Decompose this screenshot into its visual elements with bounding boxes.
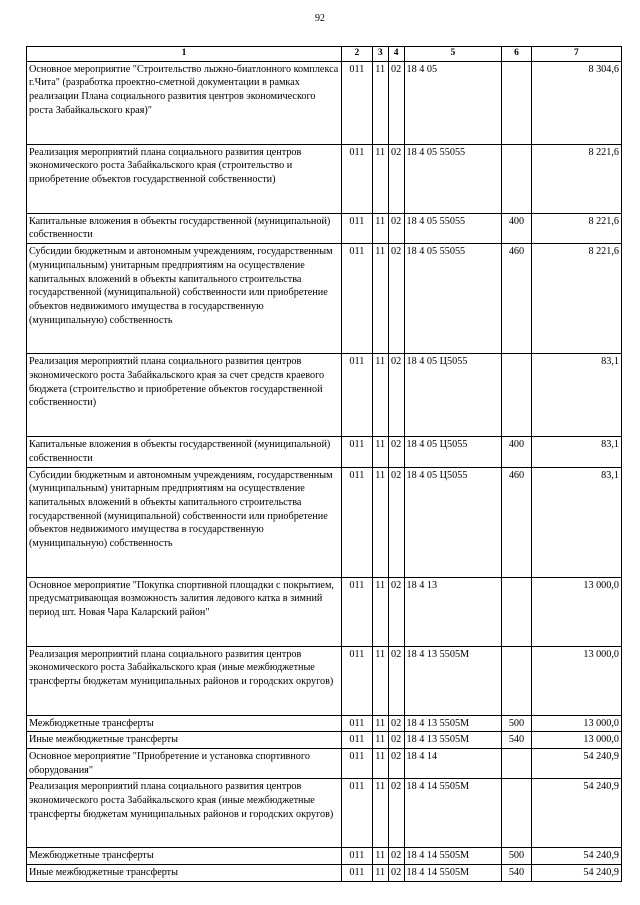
item-name-cell: Межбюджетные трансферты <box>27 848 342 865</box>
section-code-cell: 11 <box>372 865 388 882</box>
ministry-code-cell: 011 <box>341 732 372 749</box>
subsection-code-cell: 02 <box>388 437 404 467</box>
subsection-code-cell: 02 <box>388 144 404 213</box>
target-article-cell: 18 4 05 Ц5055 <box>404 467 502 577</box>
amount-cell: 54 240,9 <box>531 779 621 848</box>
item-name-cell: Реализация мероприятий плана социального развития центров экономического роста Забайкальского края за счет средств краевого бюджета (строительство и приобретение объектов государственной собственности) <box>27 354 342 437</box>
amount-cell: 54 240,9 <box>531 748 621 778</box>
ministry-code-cell: 011 <box>341 715 372 732</box>
item-name-cell: Субсидии бюджетным и автономным учреждениям, государственным (муниципальным) унитарным предприятиям на осуществление капитальных вложений в объекты капитального строительства государственной (муниципальной) собственности или приобретение объектов недвижимого имущества в государственную (муниципальную) собственность <box>27 467 342 577</box>
target-article-cell: 18 4 05 <box>404 61 502 144</box>
amount-cell: 8 304,6 <box>531 61 621 144</box>
header-row <box>27 47 622 62</box>
section-code-cell: 11 <box>372 848 388 865</box>
expense-type-cell: 400 <box>502 213 532 243</box>
item-name-cell: Капитальные вложения в объекты государственной (муниципальной) собственности <box>27 213 342 243</box>
target-article-cell: 18 4 05 55055 <box>404 213 502 243</box>
ministry-code-cell: 011 <box>341 467 372 577</box>
section-code-cell: 11 <box>372 61 388 144</box>
subsection-code-cell: 02 <box>388 865 404 882</box>
ministry-code-cell: 011 <box>341 61 372 144</box>
page-number: 92 <box>315 13 325 24</box>
item-name-cell: Основное мероприятие "Строительство лыжно-биатлонного комплекса г.Чита" (разработка проектно-сметной документации в рамках реализации Плана социального развития центров экономического роста Забайкальского края)" <box>27 61 342 144</box>
section-code-cell: 11 <box>372 779 388 848</box>
subsection-code-cell: 02 <box>388 354 404 437</box>
expense-type-cell: 500 <box>502 848 532 865</box>
table-row <box>27 865 622 882</box>
expense-type-cell: 540 <box>502 732 532 749</box>
amount-cell: 83,1 <box>531 354 621 437</box>
section-code-cell: 11 <box>372 715 388 732</box>
section-code-cell: 11 <box>372 213 388 243</box>
column-header-4: 4 <box>388 47 404 62</box>
amount-cell: 8 221,6 <box>531 244 621 354</box>
section-code-cell: 11 <box>372 244 388 354</box>
table-row <box>27 437 622 467</box>
ministry-code-cell: 011 <box>341 748 372 778</box>
amount-cell: 54 240,9 <box>531 865 621 882</box>
column-header-7: 7 <box>531 47 621 62</box>
target-article-cell: 18 4 13 5505М <box>404 715 502 732</box>
ministry-code-cell: 011 <box>341 865 372 882</box>
item-name-cell: Иные межбюджетные трансферты <box>27 865 342 882</box>
amount-cell: 54 240,9 <box>531 848 621 865</box>
table-row <box>27 748 622 778</box>
table-row <box>27 577 622 646</box>
column-header-2: 2 <box>341 47 372 62</box>
subsection-code-cell: 02 <box>388 61 404 144</box>
amount-cell: 8 221,6 <box>531 144 621 213</box>
item-name-cell: Иные межбюджетные трансферты <box>27 732 342 749</box>
expense-type-cell <box>502 354 532 437</box>
expense-type-cell: 500 <box>502 715 532 732</box>
item-name-cell: Реализация мероприятий плана социального развития центров экономического роста Забайкальского края (строительство и приобретение объектов государственной собственности) <box>27 144 342 213</box>
expense-type-cell <box>502 61 532 144</box>
table-row <box>27 354 622 437</box>
column-header-1: 1 <box>27 47 342 62</box>
ministry-code-cell: 011 <box>341 646 372 715</box>
table-row <box>27 61 622 144</box>
target-article-cell: 18 4 05 Ц5055 <box>404 354 502 437</box>
section-code-cell: 11 <box>372 646 388 715</box>
target-article-cell: 18 4 13 5505М <box>404 646 502 715</box>
expense-type-cell <box>502 779 532 848</box>
item-name-cell: Реализация мероприятий плана социального развития центров экономического роста Забайкальского края (иные межбюджетные трансферты бюджетам муниципальных районов и городских округов) <box>27 646 342 715</box>
table-row <box>27 467 622 577</box>
target-article-cell: 18 4 05 Ц5055 <box>404 437 502 467</box>
item-name-cell: Основное мероприятие "Приобретение и установка спортивного оборудования" <box>27 748 342 778</box>
column-header-5: 5 <box>404 47 502 62</box>
table-row <box>27 779 622 848</box>
subsection-code-cell: 02 <box>388 748 404 778</box>
table-row <box>27 213 622 243</box>
ministry-code-cell: 011 <box>341 437 372 467</box>
ministry-code-cell: 011 <box>341 144 372 213</box>
subsection-code-cell: 02 <box>388 467 404 577</box>
item-name-cell: Реализация мероприятий плана социального развития центров экономического роста Забайкальского края (иные межбюджетные трансферты бюджетам муниципальных районов и городских округов) <box>27 779 342 848</box>
expense-type-cell: 400 <box>502 437 532 467</box>
subsection-code-cell: 02 <box>388 213 404 243</box>
target-article-cell: 18 4 05 55055 <box>404 244 502 354</box>
item-name-cell: Капитальные вложения в объекты государственной (муниципальной) собственности <box>27 437 342 467</box>
target-article-cell: 18 4 14 <box>404 748 502 778</box>
target-article-cell: 18 4 05 55055 <box>404 144 502 213</box>
subsection-code-cell: 02 <box>388 244 404 354</box>
section-code-cell: 11 <box>372 437 388 467</box>
table-row <box>27 646 622 715</box>
expense-type-cell <box>502 646 532 715</box>
expense-type-cell <box>502 748 532 778</box>
item-name-cell: Межбюджетные трансферты <box>27 715 342 732</box>
amount-cell: 13 000,0 <box>531 732 621 749</box>
column-header-3: 3 <box>372 47 388 62</box>
amount-cell: 13 000,0 <box>531 646 621 715</box>
table-row <box>27 848 622 865</box>
table-row <box>27 244 622 354</box>
expense-type-cell: 460 <box>502 244 532 354</box>
ministry-code-cell: 011 <box>341 577 372 646</box>
target-article-cell: 18 4 14 5505М <box>404 848 502 865</box>
section-code-cell: 11 <box>372 354 388 437</box>
column-header-6: 6 <box>502 47 532 62</box>
section-code-cell: 11 <box>372 467 388 577</box>
section-code-cell: 11 <box>372 748 388 778</box>
subsection-code-cell: 02 <box>388 646 404 715</box>
ministry-code-cell: 011 <box>341 354 372 437</box>
amount-cell: 8 221,6 <box>531 213 621 243</box>
section-code-cell: 11 <box>372 577 388 646</box>
subsection-code-cell: 02 <box>388 848 404 865</box>
ministry-code-cell: 011 <box>341 779 372 848</box>
budget-table <box>26 46 622 882</box>
subsection-code-cell: 02 <box>388 577 404 646</box>
expense-type-cell <box>502 144 532 213</box>
item-name-cell: Субсидии бюджетным и автономным учреждениям, государственным (муниципальным) унитарным предприятиям на осуществление капитальных вложений в объекты капитального строительства государственной (муниципальной) собственности или приобретение объектов недвижимого имущества в государственную (муниципальную) собственность <box>27 244 342 354</box>
expense-type-cell: 460 <box>502 467 532 577</box>
target-article-cell: 18 4 13 5505М <box>404 732 502 749</box>
ministry-code-cell: 011 <box>341 848 372 865</box>
ministry-code-cell: 011 <box>341 244 372 354</box>
amount-cell: 13 000,0 <box>531 577 621 646</box>
item-name-cell: Основное мероприятие "Покупка спортивной площадки с покрытием, предусматривающая возможность залития ледового катка в зимний период шт. Новая Чара Каларский район" <box>27 577 342 646</box>
amount-cell: 83,1 <box>531 467 621 577</box>
table-row <box>27 144 622 213</box>
section-code-cell: 11 <box>372 732 388 749</box>
subsection-code-cell: 02 <box>388 715 404 732</box>
amount-cell: 13 000,0 <box>531 715 621 732</box>
section-code-cell: 11 <box>372 144 388 213</box>
expense-type-cell <box>502 577 532 646</box>
expense-type-cell: 540 <box>502 865 532 882</box>
ministry-code-cell: 011 <box>341 213 372 243</box>
target-article-cell: 18 4 14 5505М <box>404 779 502 848</box>
amount-cell: 83,1 <box>531 437 621 467</box>
table-row <box>27 732 622 749</box>
target-article-cell: 18 4 14 5505М <box>404 865 502 882</box>
subsection-code-cell: 02 <box>388 779 404 848</box>
target-article-cell: 18 4 13 <box>404 577 502 646</box>
table-row <box>27 715 622 732</box>
subsection-code-cell: 02 <box>388 732 404 749</box>
